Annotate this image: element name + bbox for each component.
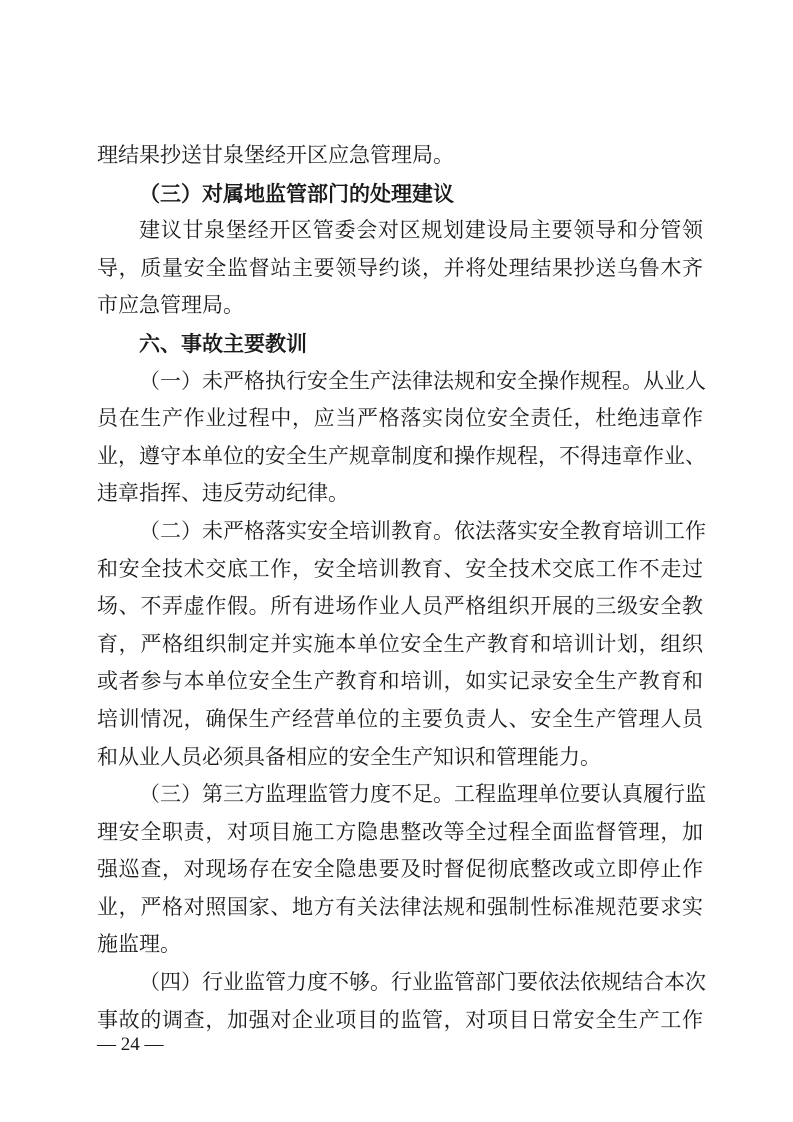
text-line: （三）对属地监管部门的处理建议 [139,180,454,206]
text-line: 理安全职责，对项目施工方隐患整改等全过程全面监督管理，加 [97,819,703,844]
text-line: 业，严格对照国家、地方有关法律法规和强制性标准规范要求实 [97,894,703,919]
text-line: 理结果抄送甘泉堡经开区应急管理局。 [97,143,454,167]
text-line: 场、不弄虚作假。所有进场作业人员严格组织开展的三级安全教 [97,594,703,619]
text-line: 违章指挥、违反劳动纪律。 [97,481,349,506]
text-line: 建议甘泉堡经开区管委会对区规划建设局主要领导和分管领 [139,218,703,243]
text-line: 员在生产作业过程中，应当严格落实岗位安全责任，杜绝违章作 [97,406,703,431]
text-line: 事故的调查，加强对企业项目的监管，对项目日常安全生产工作 [97,1007,703,1032]
text-line: 六、事故主要教训 [139,330,307,356]
text-line: 和从业人员必须具备相应的安全生产知识和管理能力。 [97,744,601,769]
text-line: 培训情况，确保生产经营单位的主要负责人、安全生产管理人员 [97,706,703,731]
text-line: 市应急管理局。 [97,293,244,318]
text-line: 和安全技术交底工作，安全培训教育、安全技术交底工作不走过 [97,556,703,581]
text-line: 育，严格组织制定并实施本单位安全生产教育和培训计划，组织 [97,631,703,656]
text-line: 或者参与本单位安全生产教育和培训，如实记录安全生产教育和 [97,669,703,694]
text-line: （四）行业监管力度不够。行业监管部门要依法依规结合本次 [139,970,706,995]
text-line: 导，质量安全监督站主要领导约谈，并将处理结果抄送乌鲁木齐 [97,255,703,280]
text-line: （三）第三方监理监管力度不足。工程监理单位要认真履行监 [139,782,706,807]
text-line: 强巡查，对现场存在安全隐患要及时督促彻底整改或立即停止作 [97,857,703,882]
text-line: （一）未严格执行安全生产法律法规和安全操作规程。从业人 [139,368,706,393]
text-line: 业，遵守本单位的安全生产规章制度和操作规程，不得违章作业、 [97,443,706,468]
page-number: — 24 — [97,1034,164,1055]
document-body [97,137,706,1039]
text-line: 施监理。 [97,932,181,957]
text-line: （二）未严格落实安全培训教育。依法落实安全教育培训工作 [139,518,706,543]
